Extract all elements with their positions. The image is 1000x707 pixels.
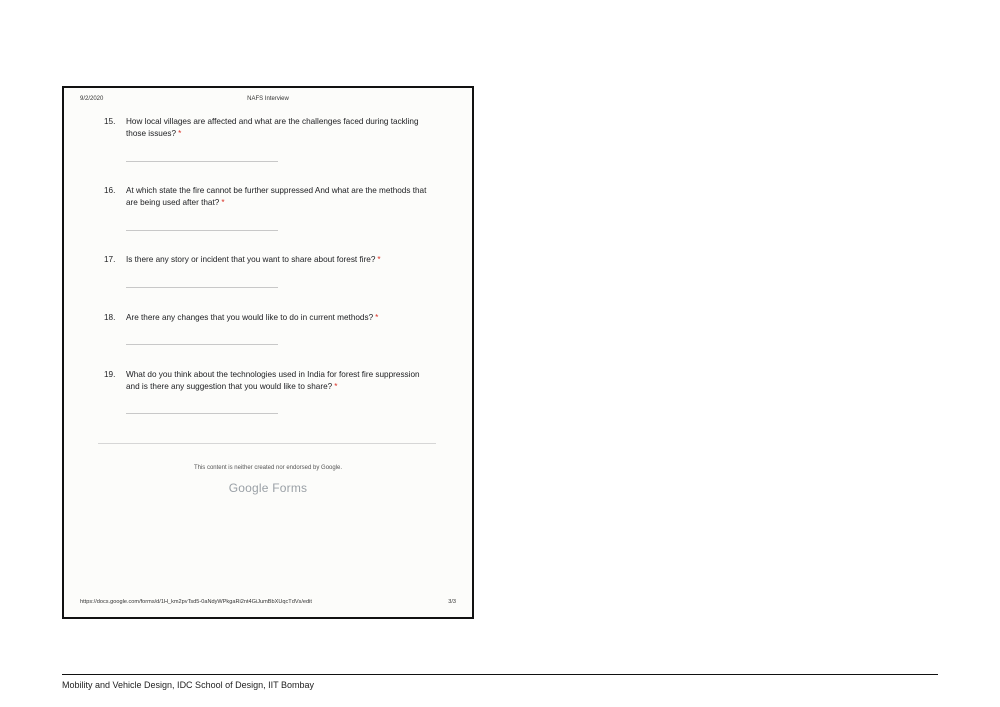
- answer-field-15[interactable]: [126, 161, 278, 162]
- answer-field-18[interactable]: [126, 344, 278, 345]
- question-number: 15.: [104, 117, 116, 126]
- required-marker: *: [334, 382, 338, 391]
- answer-field-17[interactable]: [126, 287, 278, 288]
- slide-footer-rule: [62, 674, 938, 675]
- question-number: 19.: [104, 370, 116, 379]
- logo-brand: Google: [228, 481, 269, 495]
- question-number: 17.: [104, 255, 116, 264]
- question-text: How local villages are affected and what are the challenges faced during tackling those issues?: [126, 117, 419, 138]
- required-marker: *: [221, 198, 225, 207]
- slide-credit: Mobility and Vehicle Design, IDC School of Design, IIT Bombay: [62, 680, 314, 690]
- required-marker: *: [178, 129, 182, 138]
- question-text: Are there any changes that you would like to do in current methods?: [126, 313, 374, 322]
- question-text: At which state the fire cannot be further suppressed And what are the methods that are being used after that?: [126, 186, 427, 207]
- required-marker: *: [377, 255, 381, 264]
- printed-form-page: [62, 86, 474, 619]
- logo-product: Forms: [272, 481, 308, 495]
- print-page-number: 3/3: [448, 599, 456, 605]
- question-number: 18.: [104, 313, 116, 322]
- print-title: NAFS Interview: [247, 96, 289, 102]
- answer-field-19[interactable]: [126, 413, 278, 414]
- google-forms-logo: [64, 481, 472, 495]
- print-header: [80, 96, 456, 106]
- print-date: 9/2/2020: [80, 96, 104, 102]
- question-number: 16.: [104, 186, 116, 195]
- google-disclaimer: This content is neither created nor endorsed by Google.: [193, 465, 343, 471]
- print-url: https://docs.google.com/forms/d/1H_km2pvTsd5-0aNdyWPkgaRi2nt4GiJumBbXUqcTdVs/edit: [80, 599, 312, 605]
- print-footer: [80, 599, 456, 609]
- answer-field-16[interactable]: [126, 230, 278, 231]
- question-text: What do you think about the technologies used in India for forest fire suppression and is there any suggestion that you would like to share?: [126, 370, 420, 391]
- required-marker: *: [375, 313, 379, 322]
- form-divider: [98, 443, 436, 444]
- question-text: Is there any story or incident that you want to share about forest fire?: [126, 255, 376, 264]
